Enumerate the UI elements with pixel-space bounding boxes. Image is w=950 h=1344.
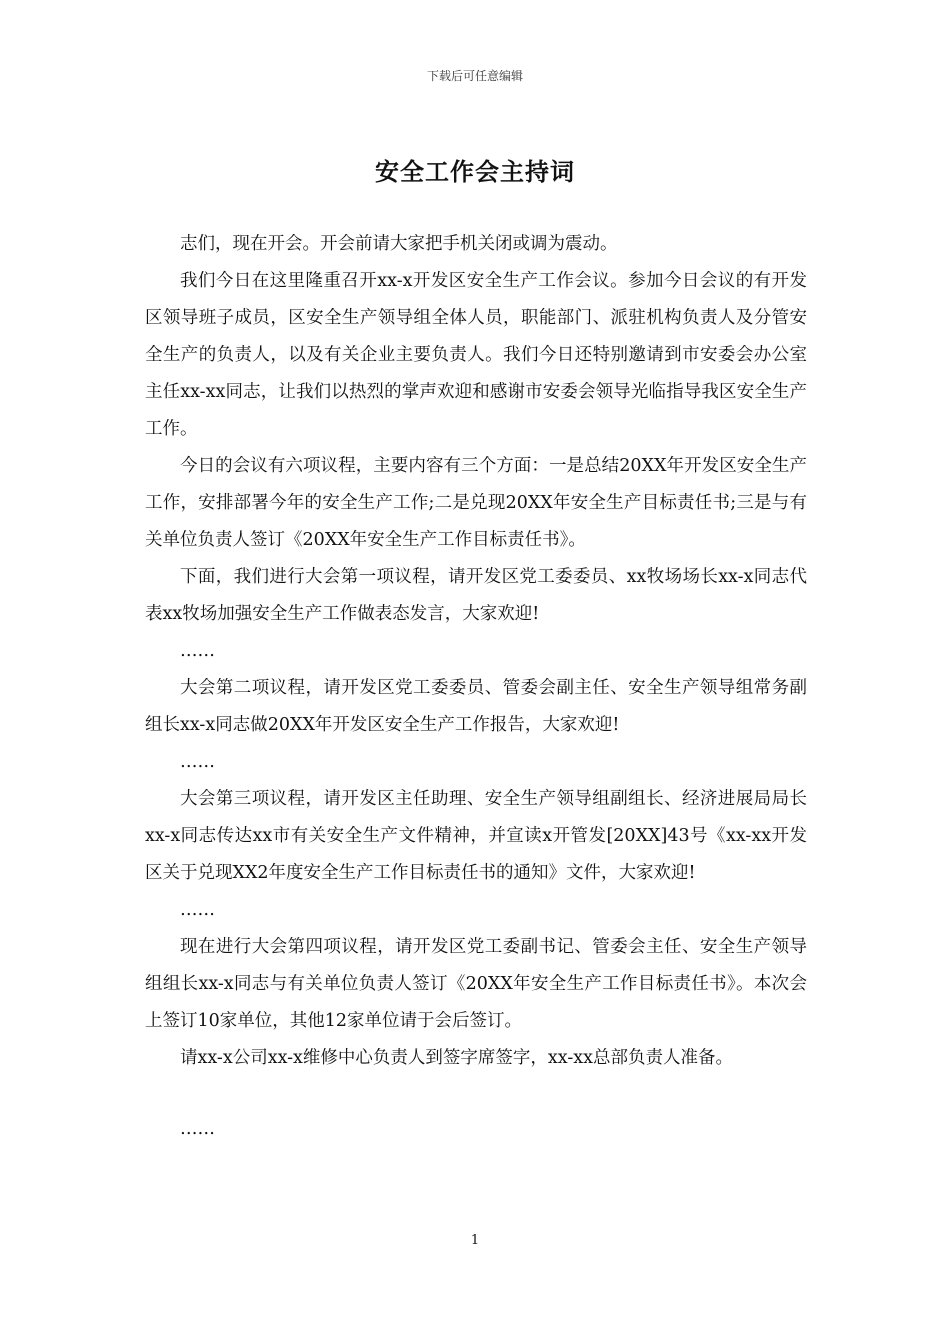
paragraph-item-3: 大会第三项议程，请开发区主任助理、安全生产领导组副组长、经济进展局局长xx-x同志传达xx市有关安全生产文件精神，并宣读x开管发[20XX]43号《xx-xx开发区关于兑现XX2年度安全生产工作目标责任书的通知》文件，大家欢迎! <box>145 789 807 883</box>
page-number: 1 <box>470 1233 480 1248</box>
paragraph-signing: 请xx-x公司xx-x维修中心负责人到签字席签字，xx-xx总部负责人准备。 <box>180 1048 734 1068</box>
paragraph-item-1: 下面，我们进行大会第一项议程，请开发区党工委委员、xx牧场场长xx-x同志代表xx牧场加强安全生产工作做表态发言，大家欢迎! <box>145 567 807 624</box>
ellipsis: …… <box>180 752 215 772</box>
document-body <box>145 226 807 1148</box>
ellipsis: …… <box>180 1119 215 1139</box>
ellipsis: …… <box>180 641 215 661</box>
paragraph-agenda: 今日的会议有六项议程，主要内容有三个方面：一是总结20XX年开发区安全生产工作，安排部署今年的安全生产工作;二是兑现20XX年安全生产目标责任书;三是与有关单位负责人签订《20XX年安全生产工作目标责任书》。 <box>145 456 807 550</box>
paragraph-welcome: 我们今日在这里隆重召开xx-x开发区安全生产工作会议。参加今日会议的有开发区领导班子成员，区安全生产领导组全体人员，职能部门、派驻机构负责人及分管安全生产的负责人，以及有关企业主要负责人。我们今日还特别邀请到市安委会办公室主任xx-xx同志，让我们以热烈的掌声欢迎和感谢市安委会领导光临指导我区安全生产工作。 <box>145 271 807 439</box>
paragraph-item-4: 现在进行大会第四项议程，请开发区党工委副书记、管委会主任、安全生产领导组组长xx-x同志与有关单位负责人签订《20XX年安全生产工作目标责任书》。本次会上签订10家单位，其他12家单位请于会后签订。 <box>145 937 807 1031</box>
page-header: 下载后可任意编辑 <box>426 69 523 83</box>
document-title: 安全工作会主持词 <box>375 157 575 186</box>
paragraph-item-2: 大会第二项议程，请开发区党工委委员、管委会副主任、安全生产领导组常务副组长xx-x同志做20XX年开发区安全生产工作报告，大家欢迎! <box>145 678 807 735</box>
paragraph-opening: 志们，现在开会。开会前请大家把手机关闭或调为震动。 <box>180 234 618 254</box>
ellipsis: …… <box>180 900 215 920</box>
